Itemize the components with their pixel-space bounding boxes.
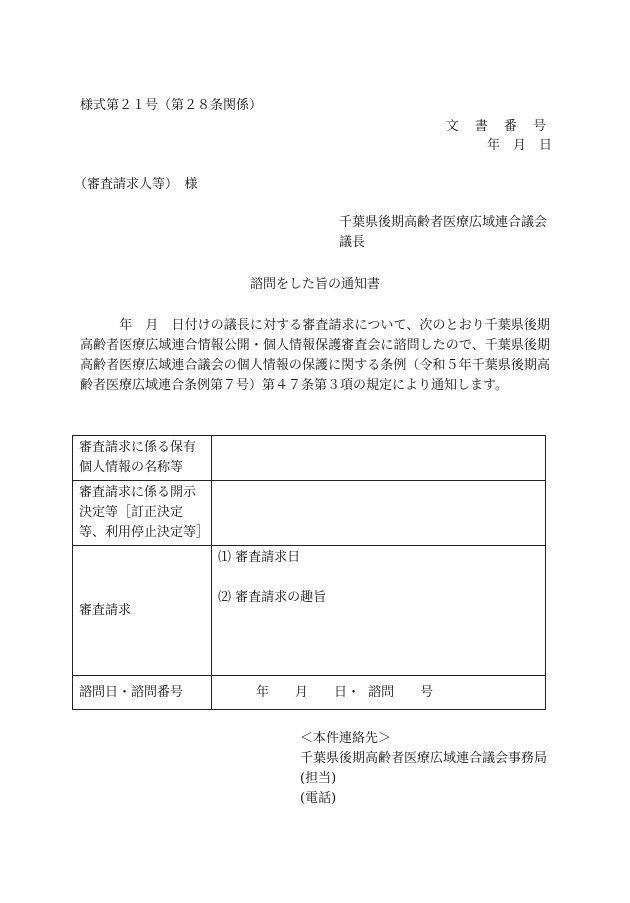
- sender-title: 議長: [339, 235, 366, 250]
- row-label-inquiry: 諮問日・諮問番号: [73, 676, 212, 710]
- row-value-record-name: [212, 436, 546, 481]
- row-value-disclosure-decision: [212, 481, 546, 546]
- contact-heading: ＜本件連絡先＞: [300, 731, 392, 746]
- body-text: 年 月 日付けの議長に対する審査請求について、次のとおり千葉県後期高齢者医療広域連合情報公開・個人情報保護審査会に諮問したので、千葉県後期高齢者医療広域連合議会の個人情報の保護に関する条例（令和５年千葉県後期高齢者医療広域連合条例第７号）第４７条第３項の規定により通知します。: [80, 318, 550, 393]
- contact-person: (担当): [300, 771, 337, 786]
- contact-block: [300, 729, 547, 809]
- row-value-inquiry: 年 月 日・ 諮問 号: [212, 676, 546, 710]
- table-row: [73, 436, 546, 481]
- row-label-disclosure-decision: 審査請求に係る開示決定等［訂正決定等、利用停止決定等］: [73, 481, 212, 546]
- table-row: [73, 676, 546, 710]
- row-label-request: 審査請求: [73, 546, 212, 676]
- document-date: 年 月 日: [486, 138, 552, 153]
- document-title: 諮問をした旨の通知書: [249, 277, 380, 292]
- request-date-item: ⑴ 審査請求日: [218, 550, 301, 565]
- document-number: 文 書 番 号: [445, 119, 552, 134]
- addressee: （審査請求人等） 様: [74, 177, 198, 192]
- sender-organization: 千葉県後期高齢者医療広域連合議会: [339, 215, 548, 230]
- contact-office: 千葉県後期高齢者医療広域連合議会事務局: [300, 751, 548, 766]
- row-value-request: [212, 546, 546, 676]
- table-row: [73, 546, 546, 676]
- request-purpose-item: ⑵ 審査請求の趣旨: [218, 590, 327, 605]
- row-label-record-name: 審査請求に係る保有個人情報の名称等: [73, 436, 212, 481]
- contact-phone: (電話): [300, 791, 337, 806]
- info-table: [72, 435, 546, 710]
- form-number: 様式第２１号（第２８条関係）: [80, 98, 263, 113]
- table-row: [73, 481, 546, 546]
